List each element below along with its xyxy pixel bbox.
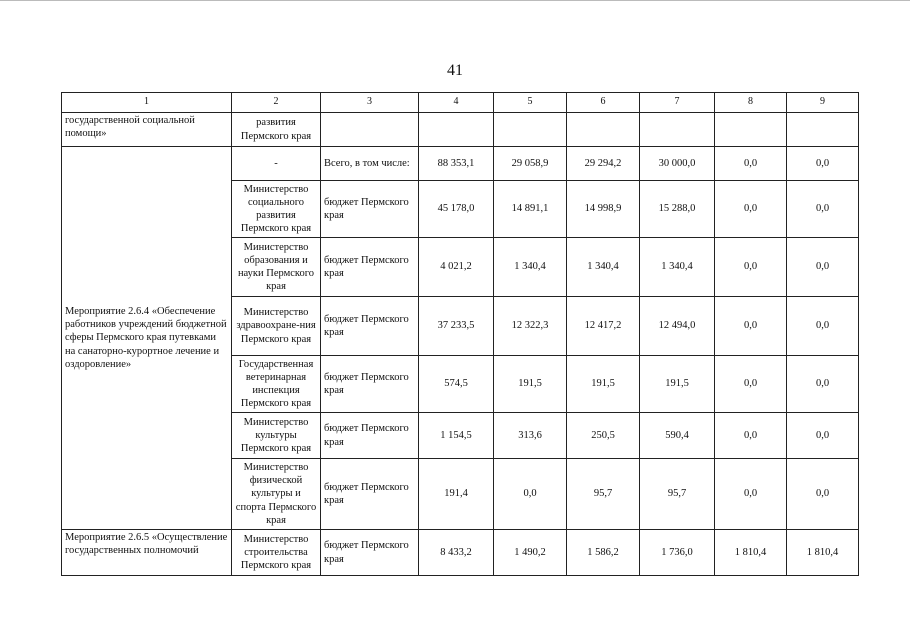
value-cell: 12 417,2 — [567, 297, 640, 356]
value-cell: 0,0 — [787, 413, 859, 459]
executor-cell: Министерство социального развития Пермского края — [232, 181, 321, 238]
value-cell: 95,7 — [567, 459, 640, 530]
value-cell: 0,0 — [715, 297, 787, 356]
value-cell — [567, 113, 640, 147]
source-cell: Всего, в том числе: — [321, 147, 419, 181]
value-cell: 88 353,1 — [419, 147, 494, 181]
executor-cell: Государственная ветеринарная инспекция Пермского края — [232, 356, 321, 413]
value-cell: 30 000,0 — [640, 147, 715, 181]
value-cell: 0,0 — [715, 459, 787, 530]
value-cell: 1 340,4 — [567, 238, 640, 297]
header-row — [62, 93, 859, 113]
source-cell: бюджет Пермского края — [321, 356, 419, 413]
column-header: 7 — [640, 93, 715, 113]
value-cell: 45 178,0 — [419, 181, 494, 238]
value-cell: 191,5 — [494, 356, 567, 413]
column-header: 9 — [787, 93, 859, 113]
value-cell — [494, 113, 567, 147]
column-header: 5 — [494, 93, 567, 113]
value-cell — [715, 113, 787, 147]
value-cell: 0,0 — [787, 147, 859, 181]
value-cell: 1 586,2 — [567, 530, 640, 576]
value-cell: 1 810,4 — [787, 530, 859, 576]
source-cell: бюджет Пермского края — [321, 459, 419, 530]
value-cell: 250,5 — [567, 413, 640, 459]
value-cell: 37 233,5 — [419, 297, 494, 356]
measure-cell: государственной социальной помощи» — [62, 113, 232, 147]
table-row — [62, 113, 859, 147]
page-top-edge — [0, 0, 910, 1]
value-cell: 0,0 — [715, 238, 787, 297]
source-cell: бюджет Пермского края — [321, 530, 419, 576]
value-cell: 29 058,9 — [494, 147, 567, 181]
value-cell: 191,5 — [640, 356, 715, 413]
column-header: 6 — [567, 93, 640, 113]
value-cell: 14 891,1 — [494, 181, 567, 238]
page-number: 41 — [447, 62, 463, 79]
source-cell: бюджет Пермского края — [321, 238, 419, 297]
value-cell: 14 998,9 — [567, 181, 640, 238]
value-cell: 0,0 — [715, 147, 787, 181]
value-cell: 1 736,0 — [640, 530, 715, 576]
value-cell — [419, 113, 494, 147]
measure-cell: Мероприятие 2.6.4 «Обеспечение работников учреждений бюджетной сферы Пермского края путевками на санаторно-курортное лечение и оздоровление» — [62, 147, 232, 530]
executor-cell: Министерство культуры Пермского края — [232, 413, 321, 459]
value-cell: 1 490,2 — [494, 530, 567, 576]
column-header: 2 — [232, 93, 321, 113]
executor-cell: Министерство физической культуры и спорта Пермского края — [232, 459, 321, 530]
executor-cell: Министерство образования и науки Пермского края — [232, 238, 321, 297]
executor-cell: развития Пермского края — [232, 113, 321, 147]
budget-table — [61, 92, 859, 576]
value-cell: 1 340,4 — [494, 238, 567, 297]
source-cell: бюджет Пермского края — [321, 181, 419, 238]
value-cell: 95,7 — [640, 459, 715, 530]
value-cell — [640, 113, 715, 147]
column-header: 8 — [715, 93, 787, 113]
value-cell: 0,0 — [787, 459, 859, 530]
value-cell: 8 433,2 — [419, 530, 494, 576]
executor-cell: - — [232, 147, 321, 181]
column-header: 4 — [419, 93, 494, 113]
value-cell: 313,6 — [494, 413, 567, 459]
value-cell: 590,4 — [640, 413, 715, 459]
value-cell: 12 322,3 — [494, 297, 567, 356]
table-row — [62, 147, 859, 181]
source-cell: бюджет Пермского края — [321, 297, 419, 356]
source-cell: бюджет Пермского края — [321, 413, 419, 459]
value-cell: 191,5 — [567, 356, 640, 413]
value-cell: 0,0 — [787, 238, 859, 297]
value-cell: 191,4 — [419, 459, 494, 530]
executor-cell: Министерство строительства Пермского края — [232, 530, 321, 576]
value-cell: 574,5 — [419, 356, 494, 413]
value-cell: 0,0 — [715, 356, 787, 413]
value-cell: 0,0 — [715, 413, 787, 459]
executor-cell: Министерство здравоохране-ния Пермского края — [232, 297, 321, 356]
value-cell: 0,0 — [715, 181, 787, 238]
value-cell: 1 340,4 — [640, 238, 715, 297]
value-cell — [787, 113, 859, 147]
value-cell: 0,0 — [787, 181, 859, 238]
value-cell: 1 154,5 — [419, 413, 494, 459]
value-cell: 0,0 — [787, 356, 859, 413]
table-row — [62, 530, 859, 576]
value-cell: 4 021,2 — [419, 238, 494, 297]
value-cell: 15 288,0 — [640, 181, 715, 238]
column-header: 3 — [321, 93, 419, 113]
measure-cell: Мероприятие 2.6.5 «Осуществление государственных полномочий — [62, 530, 232, 576]
source-cell — [321, 113, 419, 147]
value-cell: 29 294,2 — [567, 147, 640, 181]
value-cell: 0,0 — [787, 297, 859, 356]
column-header: 1 — [62, 93, 232, 113]
value-cell: 1 810,4 — [715, 530, 787, 576]
value-cell: 0,0 — [494, 459, 567, 530]
value-cell: 12 494,0 — [640, 297, 715, 356]
